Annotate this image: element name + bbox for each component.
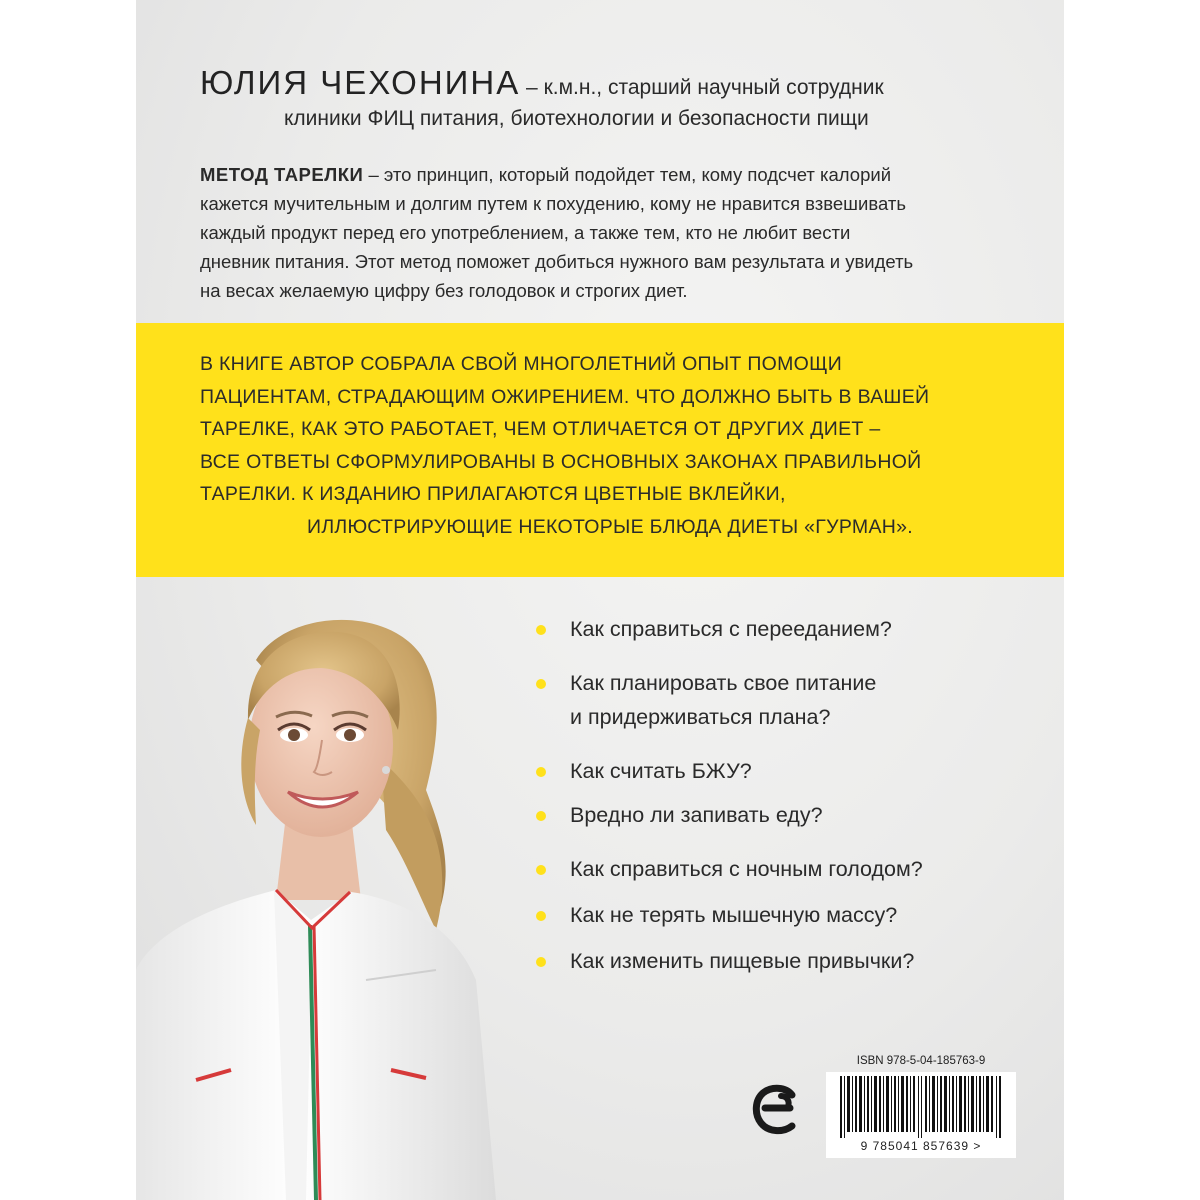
method-line: дневник питания. Этот метод поможет добиться нужного вам результата и увидеть [200,251,914,272]
yellow-dot-icon [536,911,546,921]
highlight-text [200,348,1020,543]
question-text: Как не терять мышечную массу? [570,903,898,927]
yellow-dot-icon [536,679,546,689]
question-text: Как планировать свое питание [570,671,877,695]
yellow-dot-icon [536,767,546,777]
author-heading [200,64,1020,103]
barcode-digits: 9 785041 857639 > [860,1139,982,1153]
question-text: и придерживаться плана? [570,705,831,729]
method-term: МЕТОД ТАРЕЛКИ [200,164,364,185]
yellow-dot-icon [536,811,546,821]
highlight-line: ВСЕ ОТВЕТЫ СФОРМУЛИРОВАНЫ В ОСНОВНЫХ ЗАКОНАХ ПРАВИЛЬНОЙ [200,450,922,473]
method-line: на весах желаемую цифру без голодовок и строгих диет. [200,280,688,301]
question-text: Вредно ли запивать еду? [570,803,823,827]
method-line: – это принцип, который подойдет тем, кому подсчет калорий [363,164,892,185]
question-text: Как справиться с ночным голодом? [570,857,923,881]
eksmo-logo-icon [752,1083,802,1135]
yellow-dot-icon [536,865,546,875]
method-line: кажется мучительным и долгим путем к похудению, кому не нравится взвешивать [200,193,906,214]
highlight-line: ПАЦИЕНТАМ, СТРАДАЮЩИМ ОЖИРЕНИЕМ. ЧТО ДОЛЖНО БЫТЬ В ВАШЕЙ [200,385,930,408]
method-line: каждый продукт перед его употреблением, а также тем, кто не любит вести [200,222,851,243]
method-description [200,160,1000,305]
author-title-line1: – к.м.н., старший научный сотрудник [520,76,884,99]
isbn-label: ISBN 978-5-04-185763-9 [856,1055,986,1067]
question-text: Как считать БЖУ? [570,759,752,783]
author-portrait [136,600,556,1200]
barcode-bars [826,1072,1016,1138]
highlight-line: ТАРЕЛКЕ, КАК ЭТО РАБОТАЕТ, ЧЕМ ОТЛИЧАЕТСЯ ОТ ДРУГИХ ДИЕТ – [200,418,881,440]
author-title-line2: клиники ФИЦ питания, биотехнологии и безопасности пищи [284,107,869,130]
yellow-dot-icon [536,625,546,635]
question-text: Как изменить пищевые привычки? [570,949,915,973]
question-text: Как справиться с перееданием? [570,617,892,641]
highlight-line: ИЛЛЮСТРИРУЮЩИЕ НЕКОТОРЫЕ БЛЮДА ДИЕТЫ «ГУРМАН». [307,515,913,538]
highlight-line: ТАРЕЛКИ. К ИЗДАНИЮ ПРИЛАГАЮТСЯ ЦВЕТНЫЕ ВКЛЕЙКИ, [200,483,786,505]
highlight-line: В КНИГЕ АВТОР СОБРАЛА СВОЙ МНОГОЛЕТНИЙ ОПЫТ ПОМОЩИ [200,353,843,375]
yellow-dot-icon [536,957,546,967]
author-name: ЮЛИЯ ЧЕХОНИНА [200,64,521,101]
